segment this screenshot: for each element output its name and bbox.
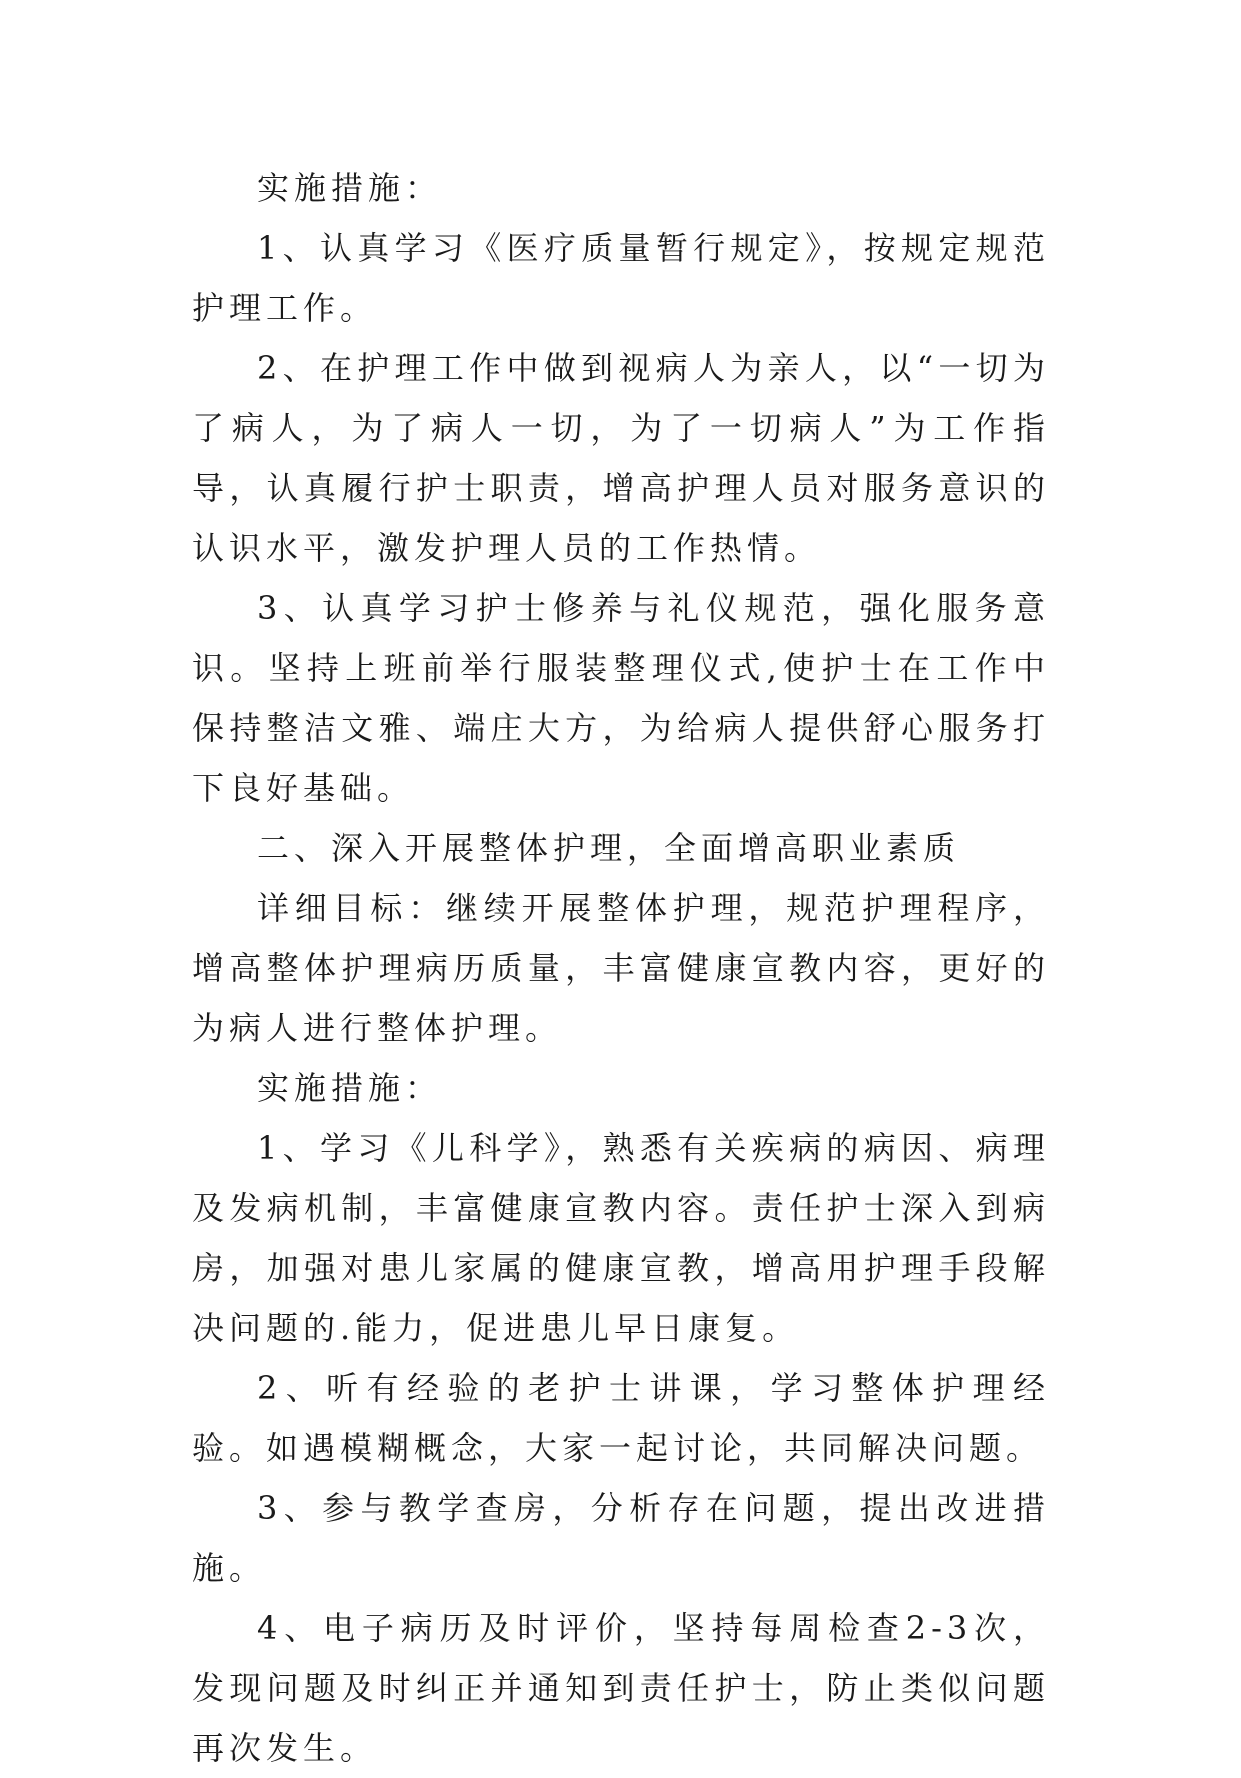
paragraph-measure-2: 2、听有经验的老护士讲课，学习整体护理经验。如遇模糊概念，大家一起讨论，共同解决问题。: [192, 1369, 1050, 1467]
paragraph-item-2: 2、在护理工作中做到视病人为亲人，以“一切为了病人，为了病人一切，为了一切病人”为工作指导，认真履行护士职责，增高护理人员对服务意识的认识水平，激发护理人员的工作热情。: [192, 349, 1050, 567]
paragraph-goal: 详细目标：继续开展整体护理，规范护理程序，增高整体护理病历质量，丰富健康宣教内容，更好的为病人进行整体护理。: [192, 889, 1050, 1047]
paragraph-measure-4: 4、电子病历及时评价，坚持每周检查2-3次，发现问题及时纠正并通知到责任护士，防止类似问题再次发生。: [192, 1609, 1050, 1767]
paragraph-measures-heading-2: 实施措施：: [257, 1069, 443, 1107]
section-heading-2: 二、深入开展整体护理，全面增高职业素质: [257, 829, 961, 867]
document-body: [192, 158, 1050, 1778]
paragraph-measure-1: 1、学习《儿科学》，熟悉有关疾病的病因、病理及发病机制，丰富健康宣教内容。责任护士深入到病房，加强对患儿家属的健康宣教，增高用护理手段解决问题的.能力，促进患儿早日康复。: [192, 1129, 1050, 1347]
paragraph-item-3: 3、认真学习护士修养与礼仪规范，强化服务意识。坚持上班前举行服装整理仪式,使护士在工作中保持整洁文雅、端庄大方，为给病人提供舒心服务打下良好基础。: [192, 589, 1050, 807]
paragraph-measures-heading-1: 实施措施：: [257, 169, 443, 207]
paragraph-measure-3: 3、参与教学查房，分析存在问题，提出改进措施。: [192, 1489, 1050, 1587]
paragraph-item-1: 1、认真学习《医疗质量暂行规定》，按规定规范护理工作。: [192, 229, 1050, 327]
